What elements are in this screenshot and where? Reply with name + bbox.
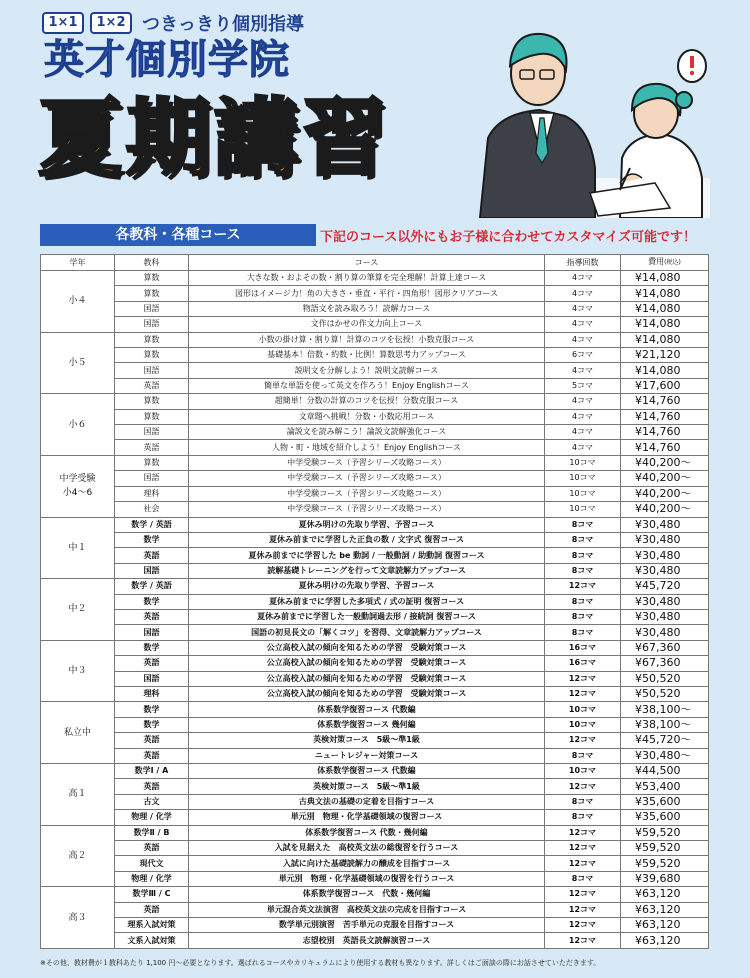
subject-cell: 算数: [115, 286, 189, 301]
sessions-cell: 10コマ: [545, 702, 621, 717]
sessions-cell: 8コマ: [545, 871, 621, 886]
grade-label: 中１: [68, 542, 87, 553]
fee-cell: ¥14,080: [621, 332, 709, 347]
subject-cell: 英語: [115, 378, 189, 393]
course-cell: 夏休み前までに学習した正負の数 / 文字式 復習コース: [189, 532, 545, 547]
fee-cell: ¥50,520: [621, 671, 709, 686]
sessions-cell: 12コマ: [545, 825, 621, 840]
course-cell: 図形はイメージ力！角の大きさ・垂直・平行・四角形！図形クリアコース: [189, 286, 545, 301]
subject-cell: 数学Ⅰ / A: [115, 764, 189, 779]
sessions-cell: 10コマ: [545, 717, 621, 732]
table-row: [41, 640, 709, 655]
fee-cell: ¥17,600: [621, 378, 709, 393]
subject-cell: 国語: [115, 425, 189, 440]
sessions-cell: 8コマ: [545, 548, 621, 563]
subject-cell: 国語: [115, 563, 189, 578]
sessions-cell: 8コマ: [545, 810, 621, 825]
course-cell: 夏休み前までに学習した be 動詞 / 一般動詞 / 助動詞 復習コース: [189, 548, 545, 563]
subject-cell: 英語: [115, 779, 189, 794]
school-name: 英才個別学院: [44, 37, 290, 83]
table-row: [41, 378, 709, 393]
sessions-cell: 12コマ: [545, 841, 621, 856]
sessions-cell: 4コマ: [545, 394, 621, 409]
course-cell: 英検対策コース 5級〜準1級: [189, 733, 545, 748]
fee-cell: ¥50,520: [621, 686, 709, 701]
table-row: [41, 764, 709, 779]
course-cell: 文章題へ挑戦！分数・小数応用コース: [189, 409, 545, 424]
sessions-cell: 12コマ: [545, 918, 621, 933]
sessions-cell: 4コマ: [545, 363, 621, 378]
table-body: [41, 271, 709, 949]
sessions-cell: 12コマ: [545, 933, 621, 948]
table-row: [41, 363, 709, 378]
course-cell: 超簡単！分数の計算のコツを伝授！分数克服コース: [189, 394, 545, 409]
table-row: [41, 332, 709, 347]
course-cell: 簡単な単語を使って英文を作ろう！Enjoy Englishコース: [189, 378, 545, 393]
fee-cell: ¥44,500: [621, 764, 709, 779]
table-row: [41, 271, 709, 286]
table-row: [41, 548, 709, 563]
table-row: [41, 871, 709, 886]
course-cell: 公立高校入試の傾向を知るための学習 受験対策コース: [189, 640, 545, 655]
fee-cell: ¥63,120: [621, 902, 709, 917]
customize-note: 下記のコース以外にもお子様に合わせてカスタマイズ可能です！: [320, 230, 696, 245]
course-cell: 古典文法の基礎の定着を目指すコース: [189, 794, 545, 809]
table-row: [41, 702, 709, 717]
subject-cell: 算数: [115, 455, 189, 470]
subject-cell: 数学: [115, 640, 189, 655]
fee-cell: ¥59,520: [621, 841, 709, 856]
grade-cell: [41, 455, 115, 517]
fee-cell: ¥30,480: [621, 594, 709, 609]
course-cell: 人物・町・地域を紹介しよう！Enjoy Englishコース: [189, 440, 545, 455]
subject-cell: 国語: [115, 671, 189, 686]
fee-cell: ¥35,600: [621, 810, 709, 825]
grade-label: 中２: [68, 604, 87, 615]
header-fee-label: 費用: [648, 257, 665, 266]
table-row: [41, 394, 709, 409]
course-cell: 夏休み明けの先取り学習、予習コース: [189, 517, 545, 532]
footnote: ※その他、教材費が１教科あたり 1,100 円〜必要となります。選ばれるコースやカリキュラムにより使用する教材も異なります。詳しくはご面談の際にお話させていただきます。: [40, 959, 601, 967]
course-cell: 中学受験コース（予習シリーズ攻略コース）: [189, 486, 545, 501]
table-row: [41, 594, 709, 609]
fee-cell: ¥14,080: [621, 317, 709, 332]
fee-cell: ¥30,480: [621, 563, 709, 578]
subject-cell: 数学: [115, 594, 189, 609]
fee-cell: ¥30,480: [621, 532, 709, 547]
table-row: [41, 902, 709, 917]
fee-cell: ¥14,080: [621, 271, 709, 286]
subject-cell: 英語: [115, 733, 189, 748]
sessions-cell: 4コマ: [545, 286, 621, 301]
section-label: 各教科・各種コース: [40, 224, 316, 246]
subject-cell: 数学 / 英語: [115, 517, 189, 532]
sessions-cell: 4コマ: [545, 440, 621, 455]
course-cell: 単元別 物理・化学基礎領域の復習を行うコース: [189, 871, 545, 886]
sessions-cell: 12コマ: [545, 856, 621, 871]
grade-cell: [41, 764, 115, 826]
fee-cell: ¥59,520: [621, 825, 709, 840]
sessions-cell: 12コマ: [545, 579, 621, 594]
table-row: [41, 486, 709, 501]
table-row: [41, 409, 709, 424]
subject-cell: 英語: [115, 748, 189, 763]
course-cell: 公立高校入試の傾向を知るための学習 受験対策コース: [189, 656, 545, 671]
subject-cell: 数学: [115, 717, 189, 732]
course-cell: 論説文を読み解こう！論説文読解強化コース: [189, 425, 545, 440]
subject-cell: 国語: [115, 471, 189, 486]
page-title: 夏期講習: [38, 89, 391, 187]
table-row: [41, 856, 709, 871]
sessions-cell: 6コマ: [545, 348, 621, 363]
fee-cell: ¥14,760: [621, 409, 709, 424]
course-cell: 体系数学復習コース 幾何編: [189, 717, 545, 732]
fee-cell: ¥67,360: [621, 640, 709, 655]
fee-cell: ¥39,680: [621, 871, 709, 886]
subject-cell: 理科: [115, 486, 189, 501]
table-row: [41, 748, 709, 763]
fee-cell: ¥59,520: [621, 856, 709, 871]
course-cell: 体系数学復習コース 代数・幾何編: [189, 825, 545, 840]
course-cell: 国語の初見長文の「解くコツ」を習得、文章読解力アップコース: [189, 625, 545, 640]
grade-cell: [41, 702, 115, 764]
fee-cell: ¥21,120: [621, 348, 709, 363]
course-cell: 単元別 物理・化学基礎領域の復習コース: [189, 810, 545, 825]
subject-cell: 算数: [115, 409, 189, 424]
fee-cell: ¥67,360: [621, 656, 709, 671]
table-row: [41, 733, 709, 748]
sessions-cell: 10コマ: [545, 502, 621, 517]
subject-cell: 算数: [115, 332, 189, 347]
sessions-cell: 12コマ: [545, 671, 621, 686]
subject-cell: 数学: [115, 702, 189, 717]
grade-cell: [41, 887, 115, 949]
fee-cell: ¥45,720: [621, 579, 709, 594]
subject-cell: 理科: [115, 686, 189, 701]
fee-cell: ¥14,080: [621, 301, 709, 316]
subject-cell: 算数: [115, 348, 189, 363]
fee-cell: ¥40,200〜: [621, 486, 709, 501]
table-row: [41, 301, 709, 316]
course-cell: ニュートレジャー対策コース: [189, 748, 545, 763]
table-row: [41, 579, 709, 594]
course-table: [40, 254, 709, 949]
subject-cell: 古文: [115, 794, 189, 809]
course-cell: 公立高校入試の傾向を知るための学習 受験対策コース: [189, 686, 545, 701]
course-cell: 体系数学復習コース 代数編: [189, 764, 545, 779]
course-cell: 体系数学復習コース 代数編: [189, 702, 545, 717]
course-cell: 数学単元別演習 苦手単元の克服を目指すコース: [189, 918, 545, 933]
fee-cell: ¥63,120: [621, 933, 709, 948]
subject-cell: 国語: [115, 625, 189, 640]
grade-cell: [41, 579, 115, 641]
table-row: [41, 609, 709, 624]
grade-cell: [41, 271, 115, 333]
table-row: [41, 563, 709, 578]
grade-label: 高３: [68, 912, 87, 923]
sessions-cell: 16コマ: [545, 640, 621, 655]
grade-sublabel: 小4〜6: [62, 488, 93, 499]
subject-cell: 算数: [115, 271, 189, 286]
subject-cell: 物理 / 化学: [115, 871, 189, 886]
sessions-cell: 12コマ: [545, 733, 621, 748]
sessions-cell: 12コマ: [545, 902, 621, 917]
grade-cell: [41, 517, 115, 579]
course-cell: 中学受験コース（予習シリーズ攻略コース）: [189, 471, 545, 486]
course-cell: 中学受験コース（予習シリーズ攻略コース）: [189, 455, 545, 470]
header-sessions: 指導回数: [545, 255, 621, 271]
subject-cell: 英語: [115, 656, 189, 671]
badge-1x1: 1×1: [42, 12, 84, 34]
subject-cell: 数学Ⅱ / B: [115, 825, 189, 840]
subject-cell: 算数: [115, 394, 189, 409]
course-cell: 英検対策コース 5級〜準1級: [189, 779, 545, 794]
table-row: [41, 502, 709, 517]
table-row: [41, 717, 709, 732]
table-row: [41, 471, 709, 486]
course-cell: 物語文を読み取ろう！読解力コース: [189, 301, 545, 316]
table-row: [41, 825, 709, 840]
sessions-cell: 4コマ: [545, 332, 621, 347]
subject-cell: 英語: [115, 841, 189, 856]
grade-cell: [41, 825, 115, 887]
course-cell: 入試を見据えた 高校英文法の総復習を行うコース: [189, 841, 545, 856]
grade-label: 小４: [68, 296, 87, 307]
course-cell: 小数の掛け算・割り算！計算のコツを伝授！小数克服コース: [189, 332, 545, 347]
subject-cell: 国語: [115, 363, 189, 378]
grade-label: 高２: [68, 850, 87, 861]
course-cell: 単元混合英文法演習 高校英文法の完成を目指すコース: [189, 902, 545, 917]
fee-cell: ¥14,760: [621, 425, 709, 440]
sessions-cell: 8コマ: [545, 532, 621, 547]
fee-cell: ¥63,120: [621, 918, 709, 933]
grade-label: 私立中: [63, 727, 91, 738]
subject-cell: 数学: [115, 532, 189, 547]
badge-1x2: 1×2: [90, 12, 132, 34]
header-fee-tax-note: (税込): [664, 259, 681, 266]
sessions-cell: 10コマ: [545, 486, 621, 501]
table-row: [41, 625, 709, 640]
sessions-cell: 16コマ: [545, 656, 621, 671]
sessions-cell: 8コマ: [545, 594, 621, 609]
table-row: [41, 286, 709, 301]
subject-cell: 数学Ⅲ / C: [115, 887, 189, 902]
sessions-cell: 12コマ: [545, 887, 621, 902]
fee-cell: ¥40,200〜: [621, 455, 709, 470]
course-cell: 入試に向けた基礎読解力の醸成を目指すコース: [189, 856, 545, 871]
table-row: [41, 656, 709, 671]
subject-cell: 英語: [115, 440, 189, 455]
sessions-cell: 12コマ: [545, 686, 621, 701]
course-cell: 基礎基本！倍数・約数・比例！算数思考力アップコース: [189, 348, 545, 363]
table-row: [41, 810, 709, 825]
sessions-cell: 8コマ: [545, 517, 621, 532]
table-row: [41, 671, 709, 686]
fee-cell: ¥45,720〜: [621, 733, 709, 748]
subject-cell: 英語: [115, 902, 189, 917]
fee-cell: ¥14,080: [621, 286, 709, 301]
fee-cell: ¥14,080: [621, 363, 709, 378]
grade-label: 高１: [68, 789, 87, 800]
course-cell: 志望校別 英語長文読解演習コース: [189, 933, 545, 948]
table-row: [41, 425, 709, 440]
fee-cell: ¥63,120: [621, 887, 709, 902]
fee-cell: ¥30,480〜: [621, 748, 709, 763]
sessions-cell: 10コマ: [545, 471, 621, 486]
sessions-cell: 8コマ: [545, 794, 621, 809]
table-row: [41, 317, 709, 332]
subject-cell: 社会: [115, 502, 189, 517]
table-row: [41, 841, 709, 856]
course-cell: 夏休み前までに学習した一般動詞過去形 / 接続詞 復習コース: [189, 609, 545, 624]
subject-cell: 理系入試対策: [115, 918, 189, 933]
header-course: コース: [189, 255, 545, 271]
fee-cell: ¥30,480: [621, 609, 709, 624]
grade-label: 中学受験: [59, 474, 96, 485]
header: [0, 0, 750, 225]
fee-cell: ¥53,400: [621, 779, 709, 794]
grade-cell: [41, 332, 115, 394]
fee-cell: ¥30,480: [621, 625, 709, 640]
table-row: [41, 532, 709, 547]
table-row: [41, 440, 709, 455]
course-cell: 大きな数・およその数・割り算の筆算を完全理解！計算上達コース: [189, 271, 545, 286]
course-cell: 読解基礎トレーニングを行って文章読解力アップコース: [189, 563, 545, 578]
table-row: [41, 686, 709, 701]
sessions-cell: 4コマ: [545, 409, 621, 424]
course-cell: 文作はかせの作文力向上コース: [189, 317, 545, 332]
fee-cell: ¥30,480: [621, 548, 709, 563]
grade-label: 中３: [68, 666, 87, 677]
sessions-cell: 4コマ: [545, 425, 621, 440]
teacher-student-illustration-icon: [470, 18, 710, 218]
sessions-cell: 5コマ: [545, 378, 621, 393]
sessions-cell: 4コマ: [545, 301, 621, 316]
fee-cell: ¥40,200〜: [621, 471, 709, 486]
grade-label: 小６: [68, 419, 87, 430]
tagline: つきっきり個別指導: [142, 14, 304, 35]
grade-label: 小５: [68, 357, 87, 368]
grade-cell: [41, 640, 115, 702]
subject-cell: 数学 / 英語: [115, 579, 189, 594]
fee-cell: ¥40,200〜: [621, 502, 709, 517]
fee-cell: ¥38,100〜: [621, 702, 709, 717]
sessions-cell: 8コマ: [545, 625, 621, 640]
subject-cell: 物理 / 化学: [115, 810, 189, 825]
table-row: [41, 887, 709, 902]
sessions-cell: 8コマ: [545, 609, 621, 624]
course-cell: 中学受験コース（予習シリーズ攻略コース）: [189, 502, 545, 517]
sessions-cell: 4コマ: [545, 317, 621, 332]
course-cell: 公立高校入試の傾向を知るための学習 受験対策コース: [189, 671, 545, 686]
subject-cell: 国語: [115, 317, 189, 332]
fee-cell: ¥30,480: [621, 517, 709, 532]
table-row: [41, 779, 709, 794]
fee-cell: ¥14,760: [621, 440, 709, 455]
table-row: [41, 918, 709, 933]
fee-cell: ¥14,760: [621, 394, 709, 409]
course-cell: 夏休み明けの先取り学習、予習コース: [189, 579, 545, 594]
course-cell: 説明文を分解しよう！説明文読解コース: [189, 363, 545, 378]
subject-cell: 国語: [115, 301, 189, 316]
sessions-cell: 8コマ: [545, 563, 621, 578]
subject-cell: 現代文: [115, 856, 189, 871]
table-header-row: [41, 255, 709, 271]
sessions-cell: 10コマ: [545, 764, 621, 779]
header-grade: 学年: [41, 255, 115, 271]
header-fee: [621, 255, 709, 271]
subject-cell: 文系入試対策: [115, 933, 189, 948]
table-row: [41, 455, 709, 470]
grade-cell: [41, 394, 115, 456]
sessions-cell: 10コマ: [545, 455, 621, 470]
sessions-cell: 4コマ: [545, 271, 621, 286]
table-row: [41, 794, 709, 809]
sessions-cell: 8コマ: [545, 748, 621, 763]
subject-cell: 英語: [115, 609, 189, 624]
fee-cell: ¥35,600: [621, 794, 709, 809]
course-cell: 夏休み前までに学習した多項式 / 式の証明 復習コース: [189, 594, 545, 609]
table-row: [41, 348, 709, 363]
table-row: [41, 517, 709, 532]
sessions-cell: 12コマ: [545, 779, 621, 794]
subject-cell: 英語: [115, 548, 189, 563]
course-cell: 体系数学復習コース 代数・幾何編: [189, 887, 545, 902]
table-row: [41, 933, 709, 948]
header-subject: 教科: [115, 255, 189, 271]
fee-cell: ¥38,100〜: [621, 717, 709, 732]
